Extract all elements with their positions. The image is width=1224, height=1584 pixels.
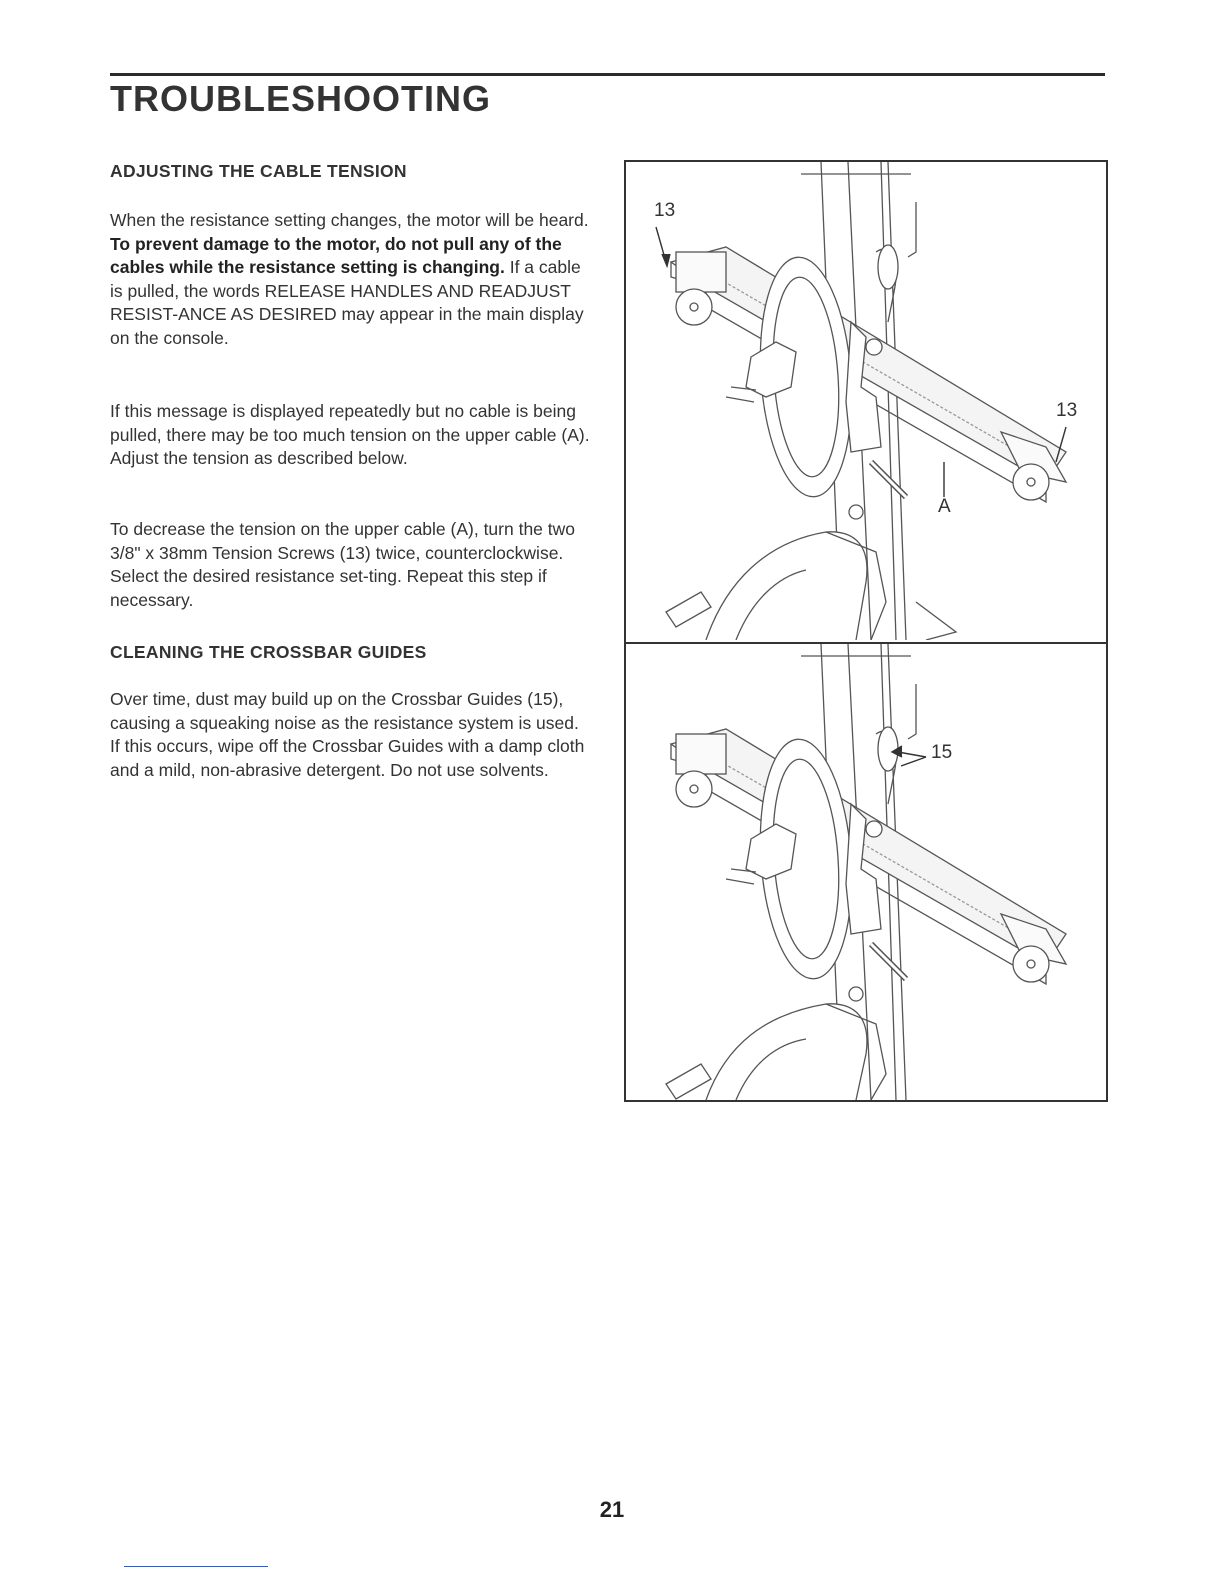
cable-tension-paragraph-2 bbox=[110, 400, 590, 471]
callout-crossbar-guides: 15 bbox=[931, 742, 953, 763]
callout-upper-cable: A bbox=[938, 496, 951, 517]
crossbar-guides-heading: CLEANING THE CROSSBAR GUIDES bbox=[110, 642, 427, 662]
cable-tension-paragraph-3 bbox=[110, 518, 590, 612]
section-crossbar-guides bbox=[110, 641, 590, 665]
callout-tension-screw-left: 13 bbox=[654, 200, 676, 221]
page-title: TROUBLESHOOTING bbox=[110, 78, 491, 119]
crossbar-guides-paragraph bbox=[110, 688, 590, 782]
cable-tension-paragraph-1 bbox=[110, 209, 590, 350]
machine-illustration-top bbox=[626, 162, 1106, 640]
machine-illustration-bottom bbox=[626, 644, 1106, 1100]
page-number: 21 bbox=[599, 1497, 625, 1522]
cable-para1-text-a: When the resistance setting changes, the motor will be heard. bbox=[110, 210, 589, 230]
cable-tension-heading: ADJUSTING THE CABLE TENSION bbox=[110, 161, 407, 181]
cable-para1-warning: To prevent damage to the motor, do not pull any of the cables while the resistance setting is changing. bbox=[110, 233, 562, 277]
section-cable-tension bbox=[110, 160, 590, 184]
callout-tension-screw-right: 13 bbox=[1056, 400, 1078, 421]
crossbar-para-text: Over time, dust may build up on the Crossbar Guides (15), causing a squeaking noise as the resistance system is used. If this occurs, wipe off the Crossbar Guides with a damp cloth and a mild, non-abrasive detergent. Do not use solvents. bbox=[110, 689, 585, 780]
footer-line bbox=[124, 1566, 268, 1567]
figure-panel-cable-tension bbox=[626, 162, 1106, 640]
cable-para2-text: If this message is displayed repeatedly but no cable is being pulled, there may be too much tension on the upper cable (A). Adjust the tension as described below. bbox=[110, 401, 590, 468]
cable-para1-text-b: If a cable is pulled, the words RELEASE HANDLES AND READJUST RESIST-ANCE AS DESIRED may appear in the main display on the console. bbox=[110, 257, 584, 348]
illustration-frame bbox=[624, 160, 1108, 1102]
cable-para3-text: To decrease the tension on the upper cable (A), turn the two 3/8" x 38mm Tension Screws (13) twice, counterclockwise. Select the desired resistance set-ting. Repeat this step if necessary. bbox=[110, 519, 576, 610]
title-rule bbox=[110, 73, 1105, 76]
figure-panel-crossbar-guides bbox=[626, 644, 1106, 1100]
